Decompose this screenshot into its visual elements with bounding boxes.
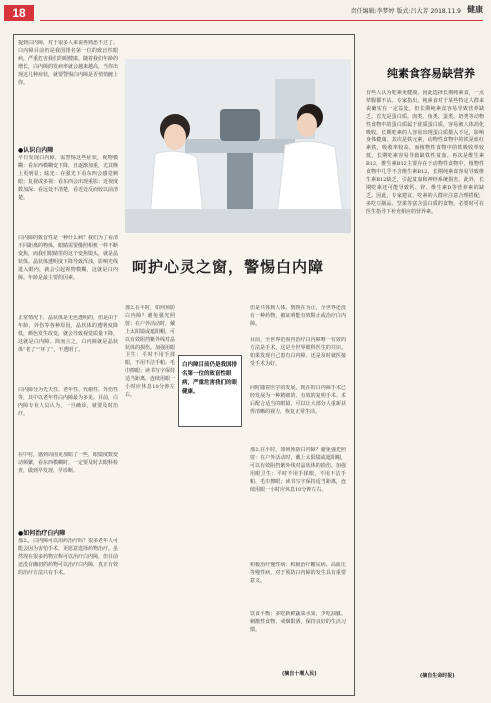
page-number: 18 (4, 5, 34, 21)
body-paragraph-2: 白内障的致盲性是一种什么病？我们为了看清不同距离的物体，眼睛需要像照相机一样不断变焦，而我们眼睛里的这个变焦镜头，就是晶状体。晶状体透明度下降导致浑浊，影响光线进入眼内，就会引起视物模糊，这就是白内障。年龄是最主要的因素。 (18, 235, 118, 281)
eye-exam-illustration (125, 59, 351, 233)
pull-quote-box (178, 355, 242, 427)
col2-paragraph-4: 那么在平时，如何预防白内障？避免强光照射：在户外活动时，戴上太阳镜或遮阳帽，可以有效阻挡紫外线对晶状体的损伤。加强用眼卫生：平时不用手揉眼，不用不洁手帕、毛巾擦眼；读书写字保持适当距离，连续用眼一小时应休息10分钟左右。 (250, 447, 346, 493)
body-paragraph-1: 早日发现白内障，需警惕这些症状，视物模糊：看东西模糊变下降，且逐渐加重，尤其晚上更明显；眩光：在强光下看东西会感觉刺眼；复视或多视：看东西会出现重影；近视度数加深：看远处不清楚，看近处反而较以前清楚。 (18, 155, 118, 201)
section-label: 健康 (467, 5, 483, 14)
col-middle-text: 那么在平时，如何预防白内障？避免强光照射：在户外活动时，戴上太阳镜或遮阳帽，可以有效阻挡紫外线对晶状体的损伤。加强用眼卫生：平时不用手揉眼，不用不洁手帕、毛巾擦眼；读书写字保持适当距离，连续用眼一小时应休息10分钟左右。 (125, 305, 175, 398)
col2-paragraph-5: 积极治疗慢性病：积极治疗糖尿病、高血压等慢性病，对于预防白内障的发生具有重要意义。 (250, 562, 346, 584)
side-article-credit: (摘自生命时报) (420, 673, 455, 679)
col2-paragraph-3: 同时随着医学的发展，现在的白内障手术已经发展为一种精细的、有效的复明手术。术后配合适当的眼镜，可以让大部分人重新获得清晰的视力，恢复正常生活。 (250, 385, 346, 415)
col2-paragraph-6: 饮食平衡：多吃新鲜蔬菜水果，少吃油腻、刺激性食物，戒烟限酒，保持良好的生活习惯。 (250, 611, 346, 633)
body-paragraph-3: 正常情况下，晶状体是无色透明的，但是由于年龄、外伤等各种原因，晶状体的透明度降低，颜色发生改变，就会导致视觉质量下降，这就是白内障。简而言之，白内障就是晶状体“老了”“坏了”，不透明了。 (18, 315, 118, 353)
main-article-credit: (摘自十堰人民) (282, 671, 317, 677)
header-rule (40, 20, 483, 21)
subhead-treatment: ●如何治疗白内障 (18, 530, 66, 537)
article-title: 呵护心灵之窗，警惕白内障 (132, 258, 325, 276)
intro-text: 提到白内障，对于很多人来说再熟悉不过了。白内障目前仍是我国排名第一位的致盲性眼病，严重危害我们的眼健康。随着我们年龄的增长，白内障的发病率就会越来越高，当你出现这几种症状，就要警惕白内障是否悄悄缠上你。 (18, 40, 118, 86)
pull-quote-text: 白内障目前仍是我国排名第一位的致盲性眼病，严重危害我们的眼健康。 (182, 362, 238, 395)
page-header (0, 0, 491, 24)
subhead-recognize: ●认识白内障 (18, 147, 54, 154)
article-photo (125, 59, 351, 233)
side-article-title: 纯素食容易缺营养 (387, 67, 475, 80)
col2-paragraph-1: 但是共体到人体，到现在为止，全世界还没有一种药物，被证明能有效阻止或治疗白内障。 (250, 305, 346, 327)
side-article-body: 有些人认为吃素更健康，因此选择长期纯素食，一点荤腥都不沾。专家指出，纯素食对于某些特定人群来说确实有一定益处，但长期纯素食容易导致营养缺乏。首先是蛋白质，肉类、鱼类、蛋类、奶类等动物性食物中的蛋白质属于优质蛋白质，容易被人体消化吸收。长期吃素的人容易出现蛋白质摄入不足，影响身体健康。其次是铁元素，动物性食物中的铁是血红素铁，吸收率较高，而植物性食物中的铁吸收率较低，长期吃素容易导致缺铁性贫血。再次是维生素B12，维生素B12主要存在于动物性食物中，植物性食物中几乎不含维生素B12，长期纯素食容易导致维生素B12缺乏，引起贫血和神经系统损害。此外，长期吃素还可能导致钙、锌、维生素D等营养素的缺乏。因此，专家建议，吃素的人群应注意合理搭配，多吃豆制品、坚果等富含蛋白质的食物，必要时可在医生指导下补充相应的营养素。 (366, 90, 484, 215)
body-paragraph-4: 白内障分为先天性、老年性、代谢性、外伤性等，其中以老年性白内障最为多见。目前，白内障专业人员认为，一旦确诊，就要及时治疗。 (18, 387, 118, 417)
body-paragraph-6: 那么，白内障可以用药治疗吗？很多老年人可能会因为害怕手术，更愿意选择药物治疗。虽然现在很多药物宣称可以治疗白内障，但目前还没有确切的药物可以治疗白内障，真正有效的治疗方法只有手术。 (18, 538, 118, 576)
body-paragraph-5: 在中村，感到周围更加暗了一些，眼镜度数变动频繁，看东西模糊时，一定要及时去眼科检查，做到早发现、早诊断。 (18, 452, 118, 474)
header-meta: 责任编辑:李梦婷 版式:吕大芳 2018.11.9 (350, 8, 461, 15)
col2-paragraph-2: 目前，全世界范围内治疗白内障唯一有效的方法是手术，这是全世界眼科医生的共识。如果发现自己患有白内障，还是及时就医接受手术为好。 (250, 337, 346, 367)
